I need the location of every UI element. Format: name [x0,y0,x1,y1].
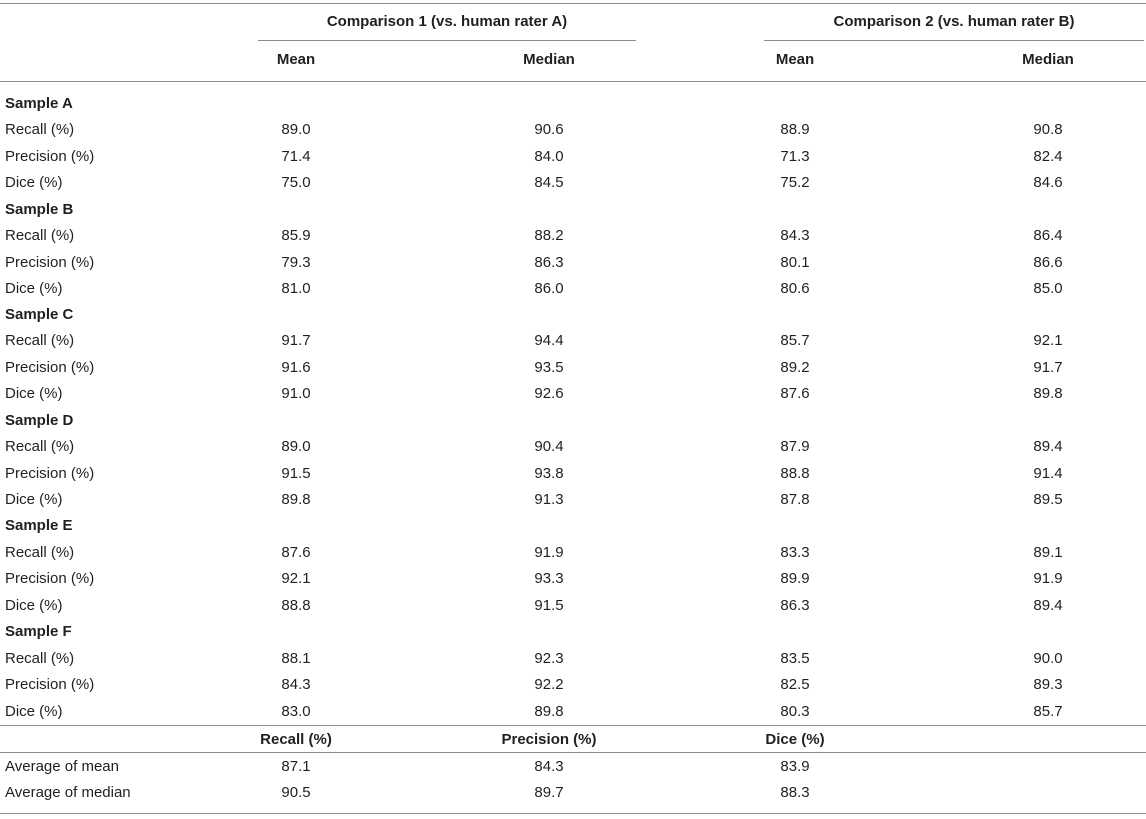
table-row [0,170,1146,196]
sample-heading-row [0,302,1146,328]
table-row [0,461,1146,487]
cell-precision: 84.3 [534,758,564,775]
row-label: Dice (%) [5,597,63,614]
bottom-rule [0,813,1146,814]
cell-median-1: 94.4 [534,332,564,349]
summary-header-row [0,727,1146,753]
row-label: Dice (%) [5,703,63,720]
cell-median-1: 92.2 [534,676,564,693]
sample-name: Sample D [5,412,74,429]
cell-precision: 89.7 [534,784,564,801]
cell-mean-1: 91.5 [281,465,311,482]
cell-mean-2: 86.3 [780,597,810,614]
sample-heading-row [0,197,1146,223]
cell-median-2: 89.4 [1033,597,1063,614]
cell-mean-2: 71.3 [780,148,810,165]
group2-underline [764,40,1144,41]
cell-median-2: 86.6 [1033,254,1063,271]
table-row [0,328,1146,354]
cell-median-1: 93.3 [534,570,564,587]
summary-row [0,780,1146,806]
group-header-comparison-1: Comparison 1 (vs. human rater A) [326,13,568,30]
header-rule [0,81,1146,82]
cell-mean-2: 87.9 [780,438,810,455]
row-label: Recall (%) [5,227,75,244]
cell-mean-1: 91.0 [281,385,311,402]
cell-mean-1: 75.0 [281,174,311,191]
row-label: Dice (%) [5,385,63,402]
cell-median-1: 89.8 [534,703,564,720]
cell-median-2: 85.7 [1033,703,1063,720]
row-label: Precision (%) [5,254,95,271]
cell-median-2: 89.1 [1033,544,1063,561]
col-header-mean-2: Mean [775,51,815,68]
cell-median-1: 86.0 [534,280,564,297]
table-row [0,381,1146,407]
row-label: Average of median [5,784,131,801]
cell-recall: 90.5 [281,784,311,801]
row-label: Recall (%) [5,121,75,138]
table-row [0,646,1146,672]
sample-heading-row [0,513,1146,539]
cell-median-2: 90.8 [1033,121,1063,138]
summary-header-dice: Dice (%) [765,731,825,748]
cell-mean-1: 84.3 [281,676,311,693]
cell-dice: 83.9 [780,758,810,775]
cell-mean-2: 82.5 [780,676,810,693]
cell-median-2: 91.4 [1033,465,1063,482]
row-label: Dice (%) [5,174,63,191]
cell-median-2: 85.0 [1033,280,1063,297]
row-label: Recall (%) [5,650,75,667]
table-row [0,593,1146,619]
row-label: Precision (%) [5,359,95,376]
sample-name: Sample B [5,201,74,218]
cell-mean-2: 83.5 [780,650,810,667]
cell-mean-1: 79.3 [281,254,311,271]
cell-mean-1: 71.4 [281,148,311,165]
cell-mean-2: 85.7 [780,332,810,349]
table-row [0,276,1146,302]
cell-median-1: 84.0 [534,148,564,165]
cell-mean-2: 88.8 [780,465,810,482]
group1-underline [258,40,636,41]
cell-median-1: 88.2 [534,227,564,244]
summary-row [0,754,1146,780]
cell-median-2: 89.4 [1033,438,1063,455]
sample-name: Sample A [5,95,73,112]
cell-median-1: 91.3 [534,491,564,508]
col-header-mean-1: Mean [276,51,316,68]
cell-median-1: 86.3 [534,254,564,271]
row-label: Precision (%) [5,148,95,165]
sample-name: Sample C [5,306,74,323]
cell-mean-2: 80.6 [780,280,810,297]
cell-mean-1: 89.8 [281,491,311,508]
cell-median-1: 91.9 [534,544,564,561]
table-row [0,355,1146,381]
cell-mean-1: 81.0 [281,280,311,297]
col-header-median-2: Median [1022,51,1074,68]
cell-median-2: 82.4 [1033,148,1063,165]
cell-mean-1: 91.6 [281,359,311,376]
sample-name: Sample E [5,517,73,534]
group-header-comparison-2: Comparison 2 (vs. human rater B) [833,13,1075,30]
cell-median-2: 91.9 [1033,570,1063,587]
cell-median-2: 90.0 [1033,650,1063,667]
cell-median-1: 93.5 [534,359,564,376]
cell-mean-1: 85.9 [281,227,311,244]
top-rule [0,3,1146,4]
cell-mean-1: 88.8 [281,597,311,614]
cell-mean-2: 87.8 [780,491,810,508]
cell-mean-1: 83.0 [281,703,311,720]
cell-mean-1: 92.1 [281,570,311,587]
row-label: Dice (%) [5,491,63,508]
row-label: Recall (%) [5,332,75,349]
sample-heading-row [0,619,1146,645]
table-row [0,434,1146,460]
table-row [0,540,1146,566]
cell-median-1: 90.6 [534,121,564,138]
table-row [0,699,1146,725]
table-row [0,672,1146,698]
cell-mean-2: 89.2 [780,359,810,376]
cell-median-2: 89.8 [1033,385,1063,402]
cell-mean-1: 88.1 [281,650,311,667]
cell-median-1: 92.6 [534,385,564,402]
table-row [0,223,1146,249]
cell-mean-2: 88.9 [780,121,810,138]
cell-median-1: 93.8 [534,465,564,482]
sample-heading-row [0,91,1146,117]
cell-mean-2: 80.3 [780,703,810,720]
cell-median-2: 84.6 [1033,174,1063,191]
sample-name: Sample F [5,623,72,640]
cell-median-1: 91.5 [534,597,564,614]
table-row [0,117,1146,143]
summary-top-rule [0,725,1146,726]
row-label: Recall (%) [5,438,75,455]
table-row [0,144,1146,170]
row-label: Dice (%) [5,280,63,297]
table-row [0,487,1146,513]
table-row [0,250,1146,276]
cell-median-2: 91.7 [1033,359,1063,376]
summary-header-precision: Precision (%) [501,731,597,748]
cell-recall: 87.1 [281,758,311,775]
cell-mean-1: 87.6 [281,544,311,561]
cell-mean-2: 87.6 [780,385,810,402]
table-row [0,566,1146,592]
row-label: Recall (%) [5,544,75,561]
cell-median-1: 90.4 [534,438,564,455]
cell-median-1: 92.3 [534,650,564,667]
cell-mean-2: 89.9 [780,570,810,587]
summary-header-recall: Recall (%) [260,731,332,748]
row-label: Precision (%) [5,570,95,587]
cell-mean-2: 80.1 [780,254,810,271]
cell-median-1: 84.5 [534,174,564,191]
cell-mean-1: 89.0 [281,121,311,138]
cell-mean-2: 84.3 [780,227,810,244]
row-label: Precision (%) [5,465,95,482]
cell-median-2: 89.5 [1033,491,1063,508]
col-header-median-1: Median [523,51,575,68]
cell-mean-1: 91.7 [281,332,311,349]
sample-heading-row [0,408,1146,434]
cell-median-2: 86.4 [1033,227,1063,244]
cell-mean-2: 75.2 [780,174,810,191]
cell-mean-1: 89.0 [281,438,311,455]
row-label: Precision (%) [5,676,95,693]
cell-dice: 88.3 [780,784,810,801]
cell-mean-2: 83.3 [780,544,810,561]
cell-median-2: 92.1 [1033,332,1063,349]
cell-median-2: 89.3 [1033,676,1063,693]
subheader-row [0,47,1146,73]
row-label: Average of mean [5,758,119,775]
